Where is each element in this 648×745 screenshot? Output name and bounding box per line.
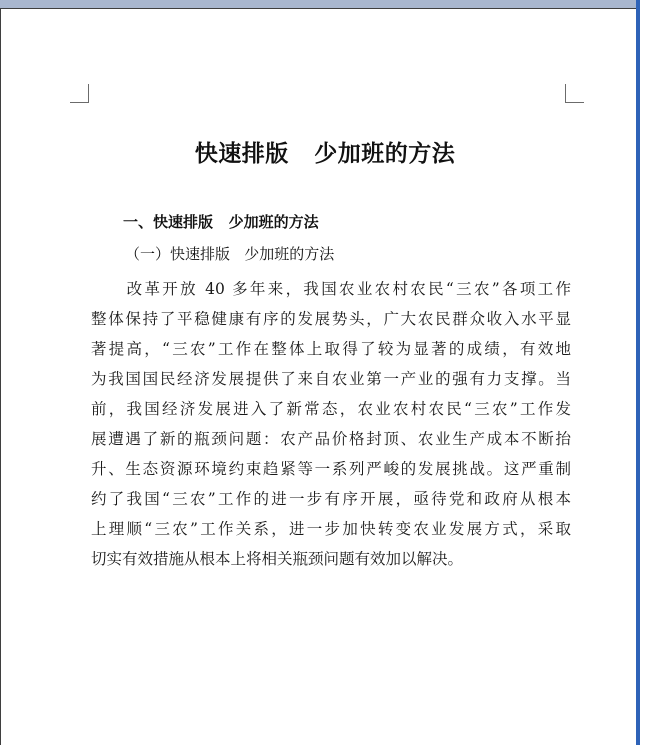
body-paragraph: [91, 274, 571, 574]
body-line-4: 为我国国民经济发展提供了来自农业第一产业的强有力支撑。当: [91, 370, 571, 388]
top-right-margin-marker: [565, 84, 584, 103]
body-line-7: 升、生态资源环境约束趋紧等一系列严峻的发展挑战。这严重制: [91, 460, 571, 478]
body-line-10: 切实有效措施从根本上将相关瓶颈问题有效加以解决。: [91, 550, 464, 568]
body-line-1: 改革开放 40 多年来，我国农业农村农民“三农”各项工作: [91, 280, 571, 298]
section-heading: 一、快速排版 少加班的方法: [123, 213, 319, 231]
vertical-scroll-edge[interactable]: [636, 0, 648, 745]
body-line-2: 整体保持了平稳健康有序的发展势头，广大农民群众收入水平显: [91, 310, 571, 328]
subsection-heading: （一）快速排版 少加班的方法: [125, 245, 335, 263]
top-left-margin-marker: [70, 84, 89, 103]
body-line-5: 前，我国经济发展进入了新常态，农业农村农民“三农”工作发: [91, 400, 571, 418]
body-line-6: 展遭遇了新的瓶颈问题：农产品价格封顶、农业生产成本不断抬: [91, 430, 571, 448]
body-line-9: 上理顺“三农”工作关系，进一步加快转变农业发展方式，采取: [91, 520, 571, 538]
body-line-3: 著提高，“三农”工作在整体上取得了较为显著的成绩，有效地: [91, 340, 571, 358]
document-page[interactable]: [0, 8, 636, 745]
document-title: 快速排版 少加班的方法: [194, 140, 456, 167]
body-line-8: 约了我国“三农”工作的进一步有序开展，亟待党和政府从根本: [91, 490, 571, 508]
